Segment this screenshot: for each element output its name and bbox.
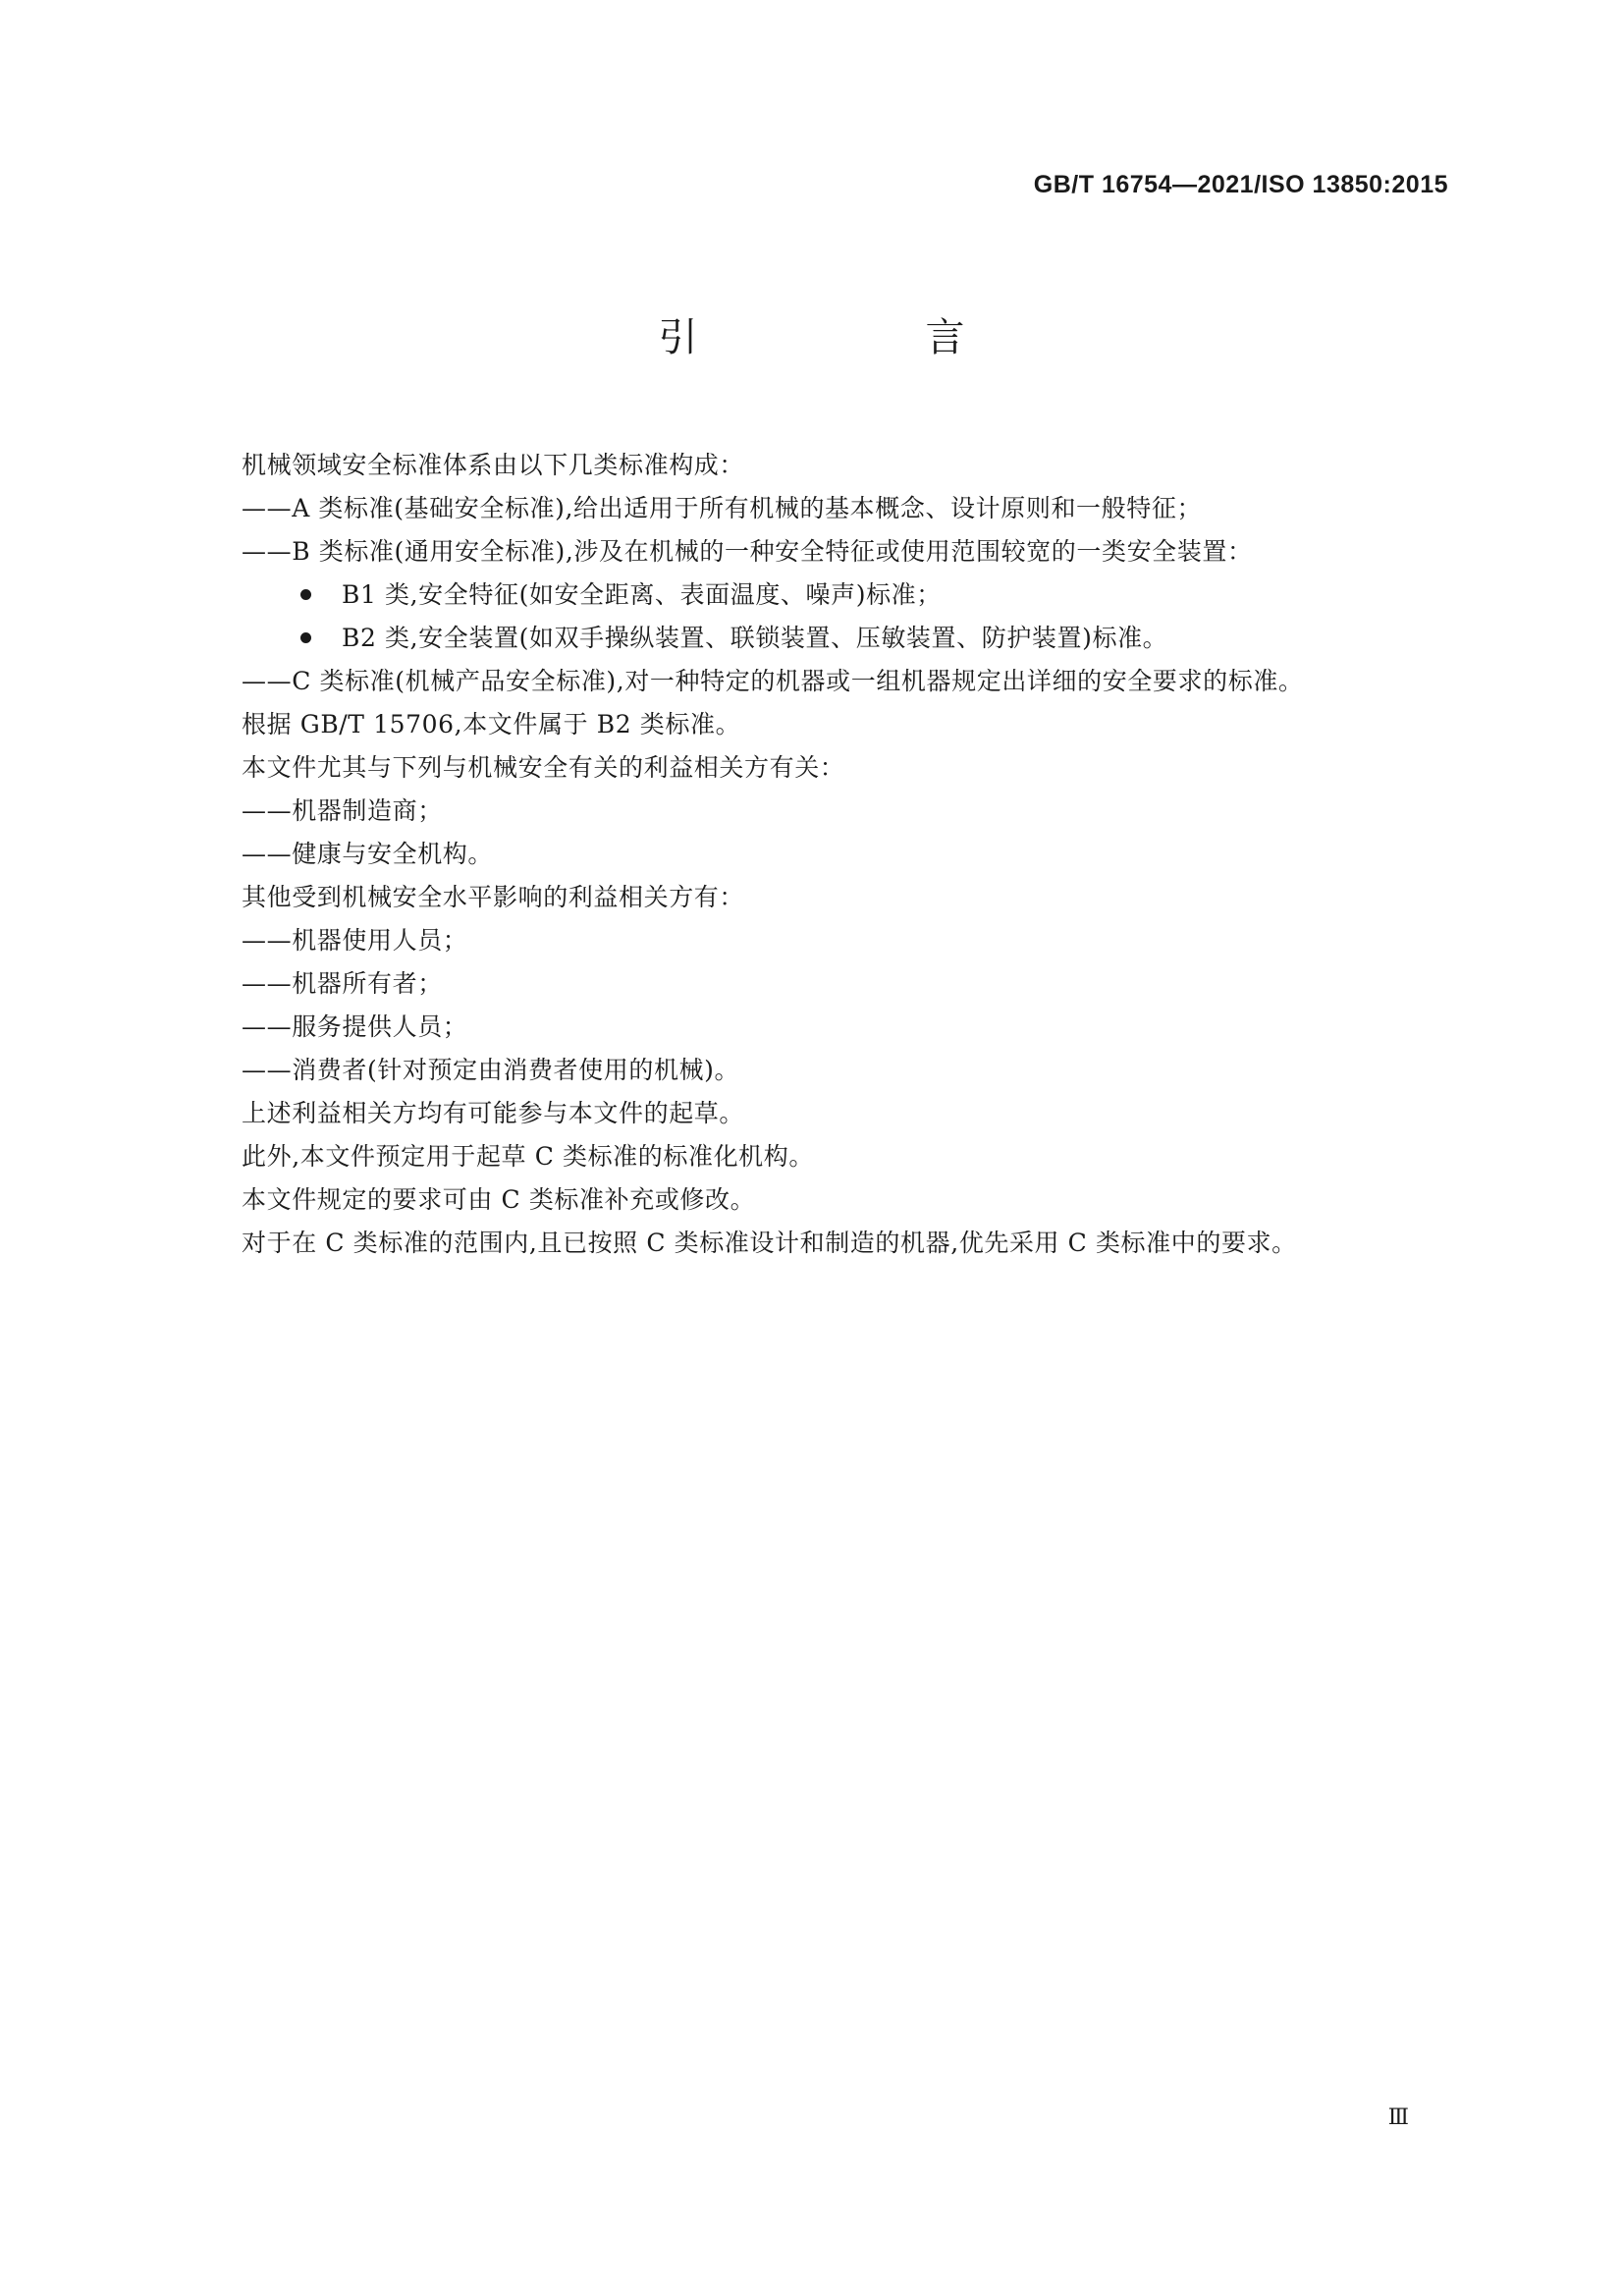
paragraph-line: 此外,本文件预定用于起草 C 类标准的标准化机构。 <box>242 1142 814 1171</box>
paragraph-line: ——B 类标准(通用安全标准),涉及在机械的一种安全特征或使用范围较宽的一类安全装置： <box>242 537 1253 566</box>
paragraph-line: 本文件规定的要求可由 C 类标准补充或修改。 <box>242 1185 756 1214</box>
body-text <box>242 444 1459 1265</box>
bullet-item <box>242 574 1459 617</box>
bullet-text: B2 类,安全装置(如双手操纵装置、联锁装置、压敏装置、防护装置)标准。 <box>342 624 1168 652</box>
page-title: 引 言 <box>658 315 1059 360</box>
document-number: GB/T 16754—2021/ISO 13850:2015 <box>1033 171 1448 198</box>
paragraph-line: ——C 类标准(机械产品安全标准),对一种特定的机器或一组机器规定出详细的安全要求的标准。 <box>242 667 1304 695</box>
paragraph-line: 对于在 C 类标准的范围内,且已按照 C 类标准设计和制造的机器,优先采用 C 类标准中的要求。 <box>242 1229 1297 1257</box>
paragraph-line: 上述利益相关方均有可能参与本文件的起草。 <box>242 1099 745 1127</box>
paragraph-line: ——机器使用人员； <box>242 926 468 955</box>
paragraph-line: ——机器所有者； <box>242 969 443 998</box>
paragraph-line: ——健康与安全机构。 <box>242 840 494 868</box>
paragraph-line: ——机器制造商； <box>242 796 443 825</box>
paragraph-line: ——消费者(针对预定由消费者使用的机械)。 <box>242 1056 740 1084</box>
paragraph-line: ——服务提供人员； <box>242 1012 468 1041</box>
page-number: Ⅲ <box>1387 2105 1409 2129</box>
bullet-text: B1 类,安全特征(如安全距离、表面温度、噪声)标准； <box>342 580 942 609</box>
paragraph-line: 其他受到机械安全水平影响的利益相关方有： <box>242 883 745 911</box>
bullet-icon <box>300 632 311 643</box>
paragraph-line: 根据 GB/T 15706,本文件属于 B2 类标准。 <box>242 710 741 738</box>
bullet-item <box>242 617 1459 660</box>
paragraph-line: ——A 类标准(基础安全标准),给出适用于所有机械的基本概念、设计原则和一般特征； <box>242 494 1203 522</box>
paragraph-line: 本文件尤其与下列与机械安全有关的利益相关方有关： <box>242 753 845 782</box>
paragraph-line: 机械领域安全标准体系由以下几类标准构成： <box>242 451 745 479</box>
bullet-icon <box>300 589 311 600</box>
